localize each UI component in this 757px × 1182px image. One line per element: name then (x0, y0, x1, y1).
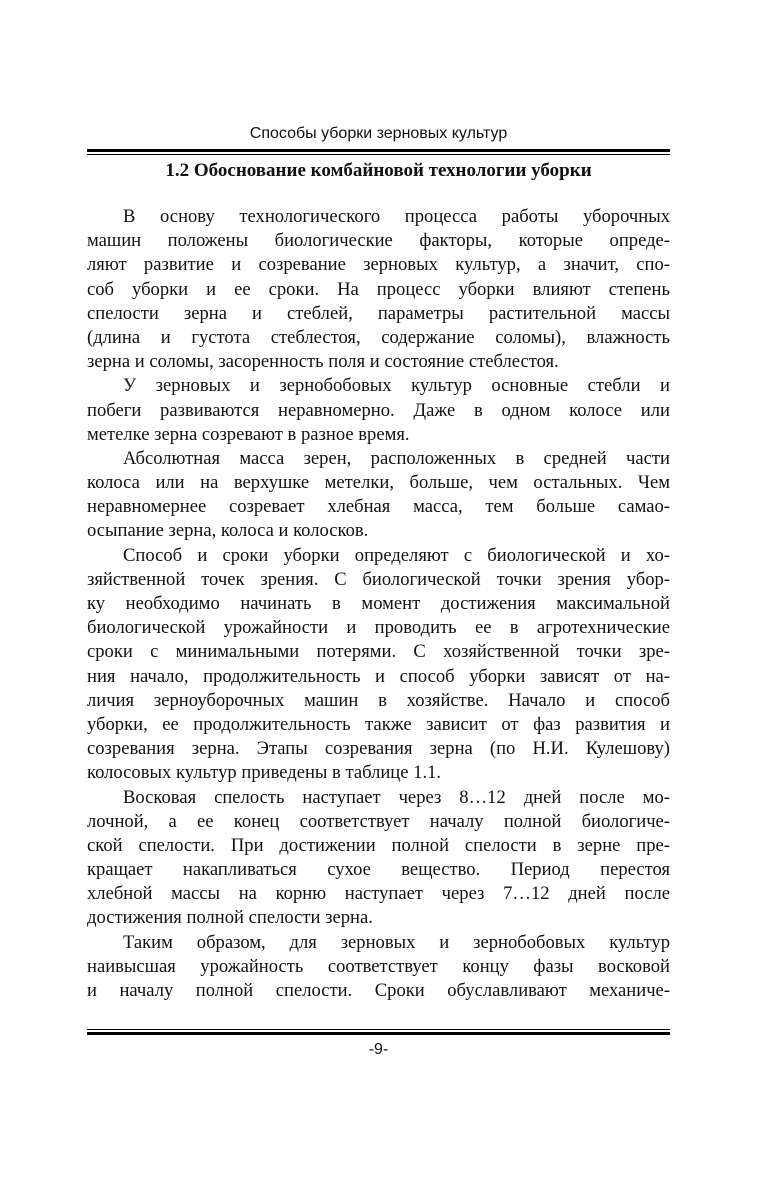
running-head: Способы уборки зерновых культур (249, 125, 508, 142)
text-line: созревания зерна. Этапы созревания зерна (по Н.И. Кулешову) (87, 738, 670, 760)
footer-rule-thick (87, 1032, 670, 1035)
text-line: зерна и соломы, засоренность поля и состояние стеблестоя. (87, 351, 559, 373)
header-rule-thin (87, 154, 670, 155)
footer-rule-thin (87, 1029, 670, 1030)
body-text (87, 205, 670, 1003)
text-line: достижения полной спелости зерна. (87, 907, 373, 929)
page-number: -9- (368, 1041, 389, 1058)
text-line: побеги развиваются неравномерно. Даже в одном колосе или (87, 399, 670, 421)
text-line: и началу полной спелости. Сроки обуславливают механиче- (87, 980, 670, 1001)
text-line: зяйственной точек зрения. С биологической точки зрения убор- (87, 568, 670, 590)
text-line: наивысшая урожайность соответствует концу фазы восковой (87, 955, 670, 977)
text-line: колосовых культур приведены в таблице 1.1. (87, 762, 442, 784)
section-title: 1.2 Обоснование комбайновой технологии уборки (165, 160, 592, 181)
text-line: спелости зерна и стеблей, параметры растительной массы (87, 302, 670, 324)
text-line: личия зерноуборочных машин в хозяйстве. Начало и способ (87, 689, 670, 711)
text-line: У зерновых и зернобобовых культур основные стебли и (123, 375, 670, 397)
text-line: В основу технологического процесса работы уборочных (123, 206, 670, 227)
text-line: осыпание зерна, колоса и колосков. (87, 520, 369, 542)
text-line: метелке зерна созревают в разное время. (87, 423, 410, 445)
text-line: неравномернее созревает хлебная масса, тем больше самао- (87, 496, 670, 518)
text-line: сроки с минимальными потерями. С хозяйственной точки зре- (87, 641, 670, 663)
text-line: Способ и сроки уборки определяют с биологической и хо- (123, 544, 670, 566)
text-line: ния начало, продолжительность и способ уборки зависят от на- (87, 665, 670, 687)
text-line: Абсолютная масса зерен, расположенных в средней части (123, 447, 670, 469)
text-line: соб уборки и ее сроки. На процесс уборки влияют степень (87, 278, 670, 300)
text-line: уборки, ее продолжительность также зависит от фаз развития и (87, 713, 670, 735)
text-line: лочной, а ее конец соответствует началу полной биологиче- (87, 810, 670, 832)
text-line: биологической урожайности и проводить ее в агротехнические (87, 617, 670, 639)
text-line: хлебной массы на корню наступает через 7…12 дней после (87, 883, 670, 905)
text-line: Таким образом, для зерновых и зернобобовых культур (123, 931, 670, 953)
text-line: ляют развитие и созревание зерновых культур, а значит, спо- (87, 254, 670, 276)
text-line: колоса или на верхушке метелки, больше, чем остальных. Чем (87, 472, 670, 494)
text-line: Восковая спелость наступает через 8…12 дней после мо- (123, 786, 670, 808)
header-rule-thick (87, 149, 670, 152)
text-line: кращает накапливаться сухое вещество. Период перестоя (87, 859, 670, 881)
text-line: ку необходимо начинать в момент достижения максимальной (87, 593, 670, 614)
text-line: машин положены биологические факторы, которые опреде- (87, 230, 670, 252)
text-line: (длина и густота стеблестоя, содержание соломы), влажность (87, 326, 670, 348)
text-line: ской спелости. При достижении полной спелости в зерне пре- (87, 834, 670, 856)
